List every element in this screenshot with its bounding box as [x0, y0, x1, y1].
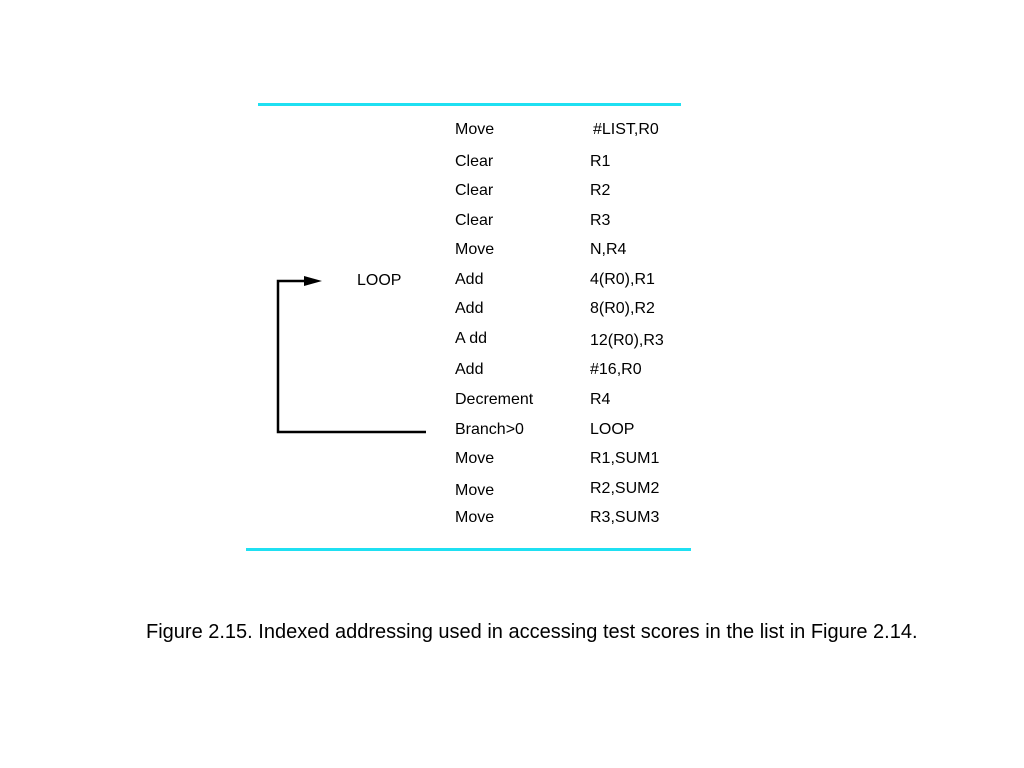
- loop-label: LOOP: [357, 272, 402, 289]
- instruction-operands: #16,R0: [590, 361, 642, 378]
- instruction-operands: #LIST,R0: [593, 121, 659, 138]
- instruction-op: Add: [455, 300, 484, 317]
- instruction-op: Clear: [455, 153, 494, 170]
- figure-caption: Figure 2.15. Indexed addressing used in accessing test scores in the list in Figure 2.14.: [146, 621, 918, 643]
- top-rule: [258, 103, 681, 106]
- instruction-operands: R4: [590, 391, 611, 408]
- instruction-operands: 8(R0),R2: [590, 300, 655, 317]
- bottom-rule: [246, 548, 691, 551]
- instruction-operands: R1,SUM1: [590, 450, 660, 467]
- instruction-op: Move: [455, 450, 495, 467]
- instruction-operands: R3: [590, 212, 611, 229]
- loop-arrow-head: [304, 276, 322, 286]
- instruction-op: Add: [455, 271, 484, 288]
- instruction-operands: R2: [590, 182, 611, 199]
- instruction-operands: LOOP: [590, 421, 635, 438]
- instruction-op: Move: [455, 482, 495, 499]
- instruction-op: A dd: [455, 330, 488, 347]
- instruction-op: Clear: [455, 182, 494, 199]
- instruction-op: Move: [455, 241, 495, 258]
- instruction-operands: 4(R0),R1: [590, 271, 655, 288]
- instruction-operands: N,R4: [590, 241, 627, 258]
- instruction-op: Move: [455, 121, 495, 138]
- instruction-op: Move: [455, 509, 495, 526]
- instruction-op: Branch>0: [455, 421, 524, 438]
- instruction-operands: R3,SUM3: [590, 509, 660, 526]
- instruction-operands: R1: [590, 153, 611, 170]
- instruction-op: Decrement: [455, 391, 534, 408]
- instruction-operands: 12(R0),R3: [590, 332, 664, 349]
- instruction-operands: R2,SUM2: [590, 480, 660, 497]
- loop-arrow-line: [278, 281, 426, 432]
- instruction-op: Add: [455, 361, 484, 378]
- instruction-op: Clear: [455, 212, 494, 229]
